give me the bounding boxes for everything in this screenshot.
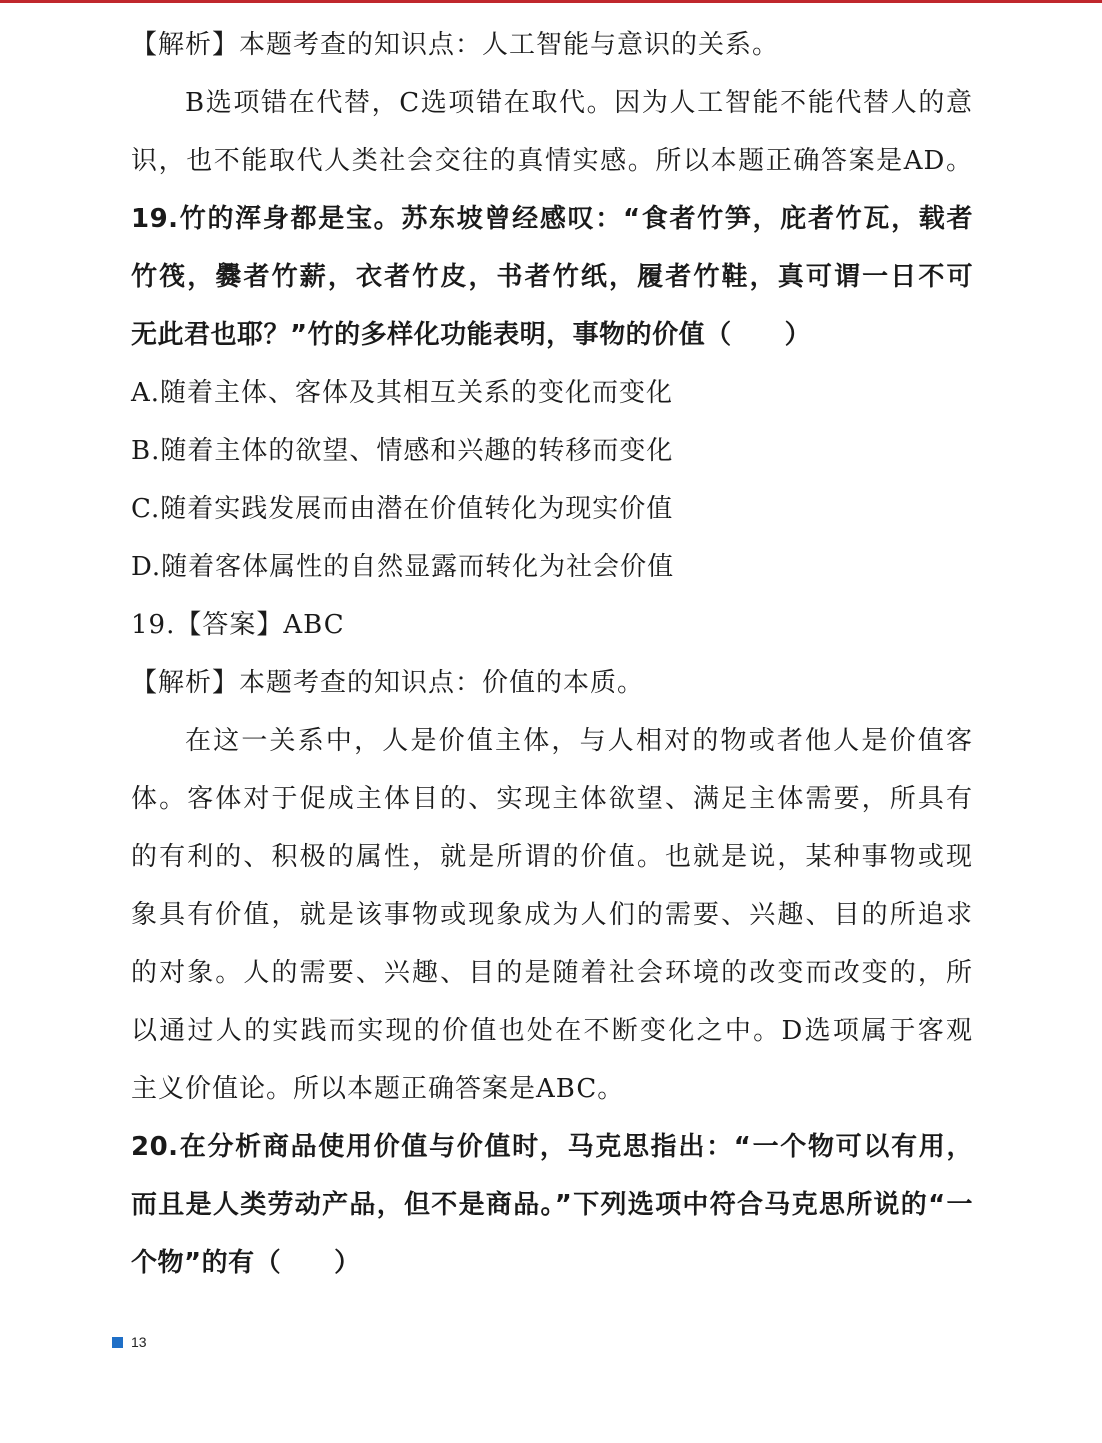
- option-d: D.随着客体属性的自然显露而转化为社会价值: [131, 552, 675, 582]
- analysis-text-19-line-7: 主义价值论。所以本题正确答案是ABC。: [131, 1074, 625, 1104]
- option-c: C.随着实践发展而由潜在价值转化为现实价值: [131, 494, 674, 524]
- page-footer: [112, 1334, 147, 1350]
- analysis-text-19-line-1: 在这一关系中，人是价值主体，与人相对的物或者他人是价值客: [185, 726, 973, 756]
- analysis-text-19-line-6: 以通过人的实践而实现的价值也处在不断变化之中。D选项属于客观: [131, 1016, 973, 1046]
- analysis-text-18-line-1: B选项错在代替，C选项错在取代。因为人工智能不能代替人的意: [185, 88, 973, 118]
- footer-square-icon: [112, 1337, 123, 1348]
- analysis-heading-18: 【解析】本题考查的知识点：人工智能与意识的关系。: [131, 30, 780, 60]
- analysis-text-18-line-2: 识，也不能取代人类社会交往的真情实感。所以本题正确答案是AD。: [131, 146, 973, 176]
- page-content: [131, 16, 973, 1292]
- option-a: A.随着主体、客体及其相互关系的变化而变化: [131, 378, 674, 408]
- answer-19: 19.【答案】ABC: [131, 610, 345, 640]
- question-20-line-3: 个物”的有（ ）: [131, 1248, 361, 1278]
- analysis-text-19-line-4: 象具有价值，就是该事物或现象成为人们的需要、兴趣、目的所追求: [131, 900, 973, 930]
- option-b: B.随着主体的欲望、情感和兴趣的转移而变化: [131, 436, 674, 466]
- analysis-heading-19: 【解析】本题考查的知识点：价值的本质。: [131, 668, 645, 698]
- question-20-line-1: 20.在分析商品使用价值与价值时，马克思指出：“一个物可以有用，: [131, 1132, 973, 1162]
- question-19-line-3: 无此君也耶？”竹的多样化功能表明，事物的价值（ ）: [131, 320, 812, 350]
- page-number: 13: [131, 1334, 147, 1350]
- analysis-text-19-line-2: 体。客体对于促成主体目的、实现主体欲望、满足主体需要，所具有: [131, 784, 973, 814]
- question-20-line-2: 而且是人类劳动产品，但不是商品。”下列选项中符合马克思所说的“一: [131, 1190, 973, 1220]
- analysis-text-19-line-3: 的有利的、积极的属性，就是所谓的价值。也就是说，某种事物或现: [131, 842, 973, 872]
- question-19-line-2: 竹筏，爨者竹薪，衣者竹皮，书者竹纸，履者竹鞋，真可谓一日不可: [131, 262, 973, 292]
- analysis-text-19-line-5: 的对象。人的需要、兴趣、目的是随着社会环境的改变而改变的，所: [131, 958, 973, 988]
- question-19-line-1: 19.竹的浑身都是宝。苏东坡曾经感叹：“食者竹笋，庇者竹瓦，载者: [131, 204, 973, 234]
- top-rule: [0, 0, 1102, 3]
